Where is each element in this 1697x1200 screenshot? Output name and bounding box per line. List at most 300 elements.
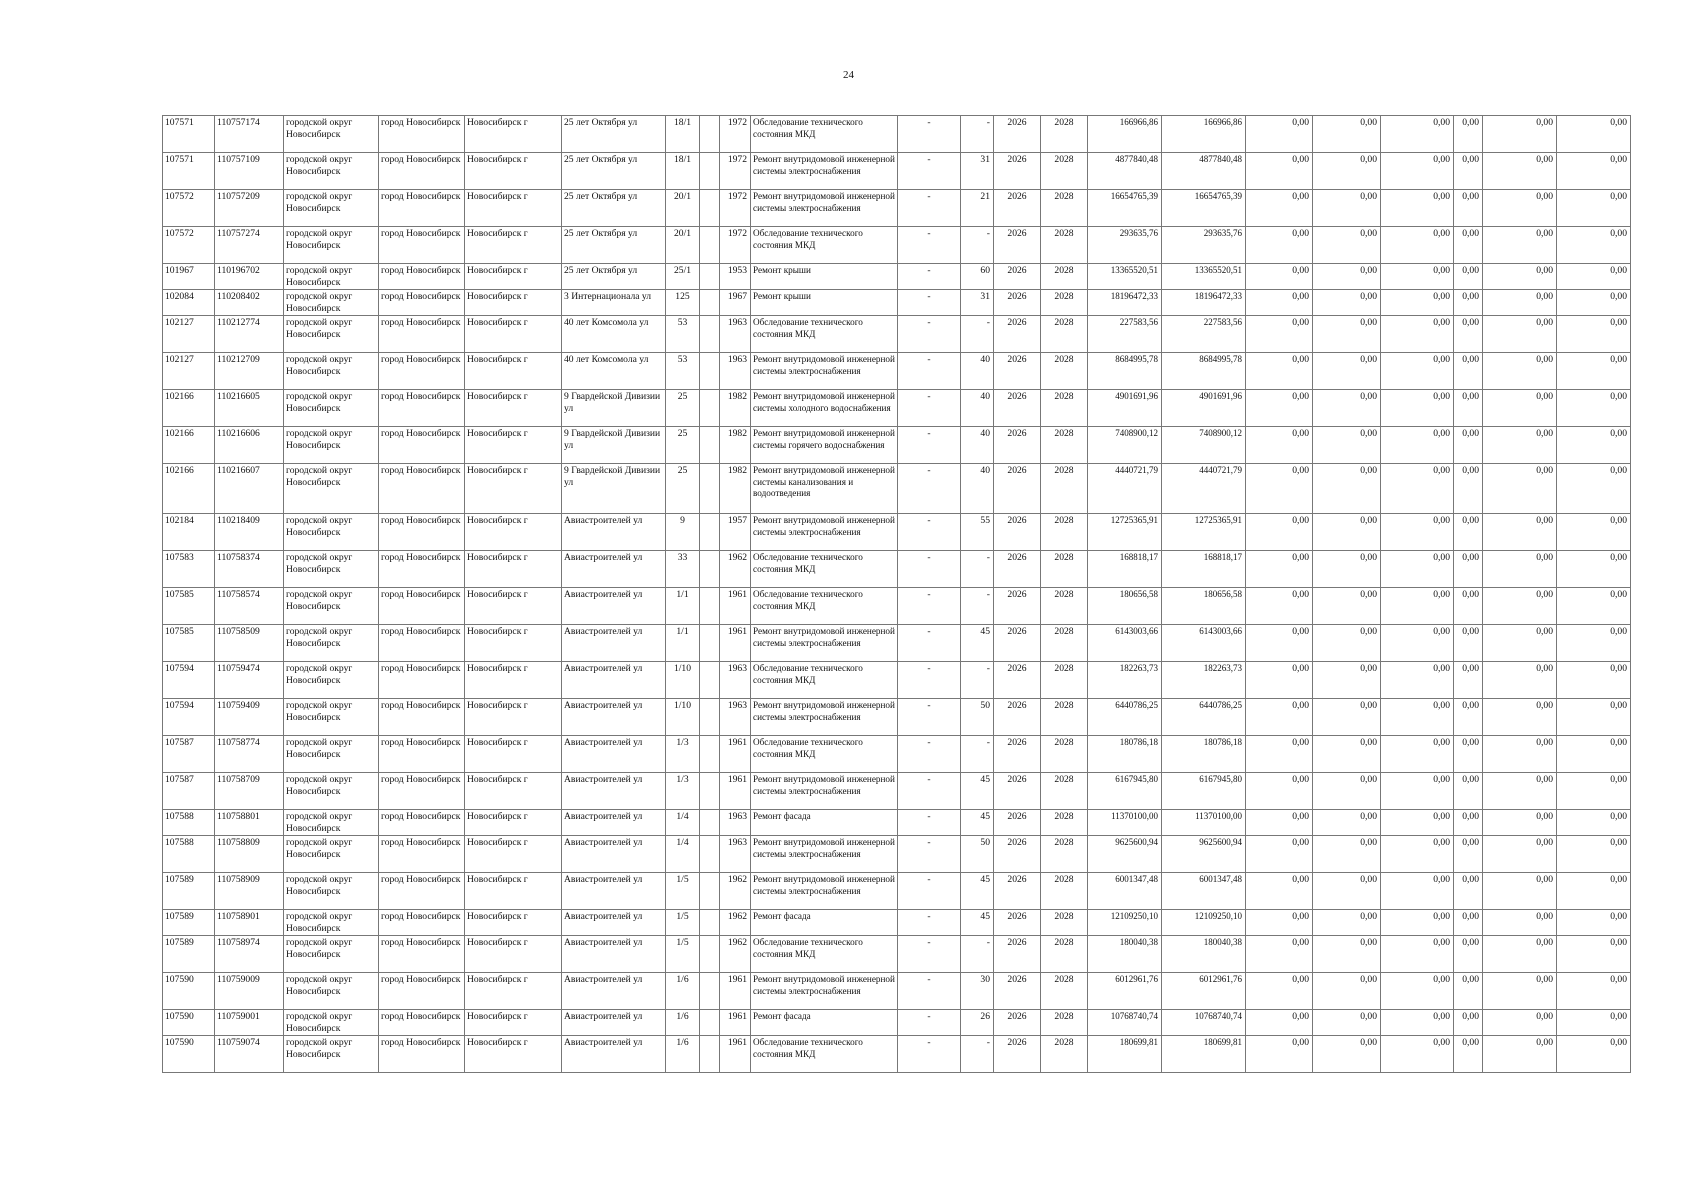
cell-fund-cost: 6167945,80 [1162, 773, 1246, 810]
cell-subsidy-federal: 0,00 [1246, 699, 1313, 736]
cell-subsidy-regional: 0,00 [1313, 773, 1381, 810]
cell-wear-percent: - [961, 116, 994, 153]
cell-extra-code: - [898, 427, 961, 464]
cell-year-built: 1963 [720, 316, 751, 353]
cell-object-id: 107590 [163, 1010, 215, 1036]
cell-subsidy-regional: 0,00 [1313, 190, 1381, 227]
cell-object-id: 102166 [163, 464, 215, 514]
cell-owners-funds: 0,00 [1454, 551, 1483, 588]
cell-locality: Новосибирск г [465, 116, 562, 153]
cell-settlement: город Новосибирск [379, 427, 465, 464]
cell-street: Авиастроителей ул [562, 736, 666, 773]
cell-owners-funds: 0,00 [1454, 190, 1483, 227]
cell-owners-funds: 0,00 [1454, 910, 1483, 936]
cell-total-cost: 16654765,39 [1088, 190, 1162, 227]
cell-work-id: 110758509 [215, 625, 284, 662]
table-row [163, 973, 1631, 1010]
cell-municipal-district: городской округ Новосибирск [284, 873, 379, 910]
cell-work-id: 110758974 [215, 936, 284, 973]
cell-year-start: 2026 [994, 625, 1041, 662]
cell-municipal-district: городской округ Новосибирск [284, 936, 379, 973]
cell-subsidy-federal: 0,00 [1246, 773, 1313, 810]
cell-year-end: 2028 [1041, 910, 1088, 936]
cell-subsidy-federal: 0,00 [1246, 153, 1313, 190]
cell-reserve-funds: 0,00 [1557, 736, 1631, 773]
cell-building [700, 836, 720, 873]
cell-locality: Новосибирск г [465, 588, 562, 625]
cell-street: Авиастроителей ул [562, 873, 666, 910]
cell-wear-percent: - [961, 551, 994, 588]
cell-total-cost: 227583,56 [1088, 316, 1162, 353]
cell-subsidy-federal: 0,00 [1246, 353, 1313, 390]
cell-reserve-funds: 0,00 [1557, 662, 1631, 699]
cell-wear-percent: 50 [961, 836, 994, 873]
cell-owners-funds: 0,00 [1454, 390, 1483, 427]
cell-settlement: город Новосибирск [379, 1036, 465, 1073]
cell-extra-code: - [898, 1036, 961, 1073]
cell-other-funds: 0,00 [1483, 699, 1557, 736]
cell-subsidy-federal: 0,00 [1246, 551, 1313, 588]
cell-settlement: город Новосибирск [379, 773, 465, 810]
cell-subsidy-federal: 0,00 [1246, 264, 1313, 290]
cell-building [700, 625, 720, 662]
cell-work-id: 110759001 [215, 1010, 284, 1036]
cell-year-built: 1953 [720, 264, 751, 290]
cell-year-built: 1972 [720, 116, 751, 153]
cell-locality: Новосибирск г [465, 464, 562, 514]
cell-locality: Новосибирск г [465, 264, 562, 290]
cell-street: 25 лет Октября ул [562, 116, 666, 153]
cell-street: 40 лет Комсомола ул [562, 316, 666, 353]
cell-subsidy-local: 0,00 [1381, 514, 1454, 551]
cell-street: 25 лет Октября ул [562, 227, 666, 264]
cell-fund-cost: 12109250,10 [1162, 910, 1246, 936]
cell-settlement: город Новосибирск [379, 810, 465, 836]
cell-municipal-district: городской округ Новосибирск [284, 290, 379, 316]
cell-work-type: Ремонт фасада [751, 810, 898, 836]
cell-extra-code: - [898, 588, 961, 625]
cell-fund-cost: 6001347,48 [1162, 873, 1246, 910]
cell-reserve-funds: 0,00 [1557, 227, 1631, 264]
cell-locality: Новосибирск г [465, 190, 562, 227]
cell-settlement: город Новосибирск [379, 1010, 465, 1036]
cell-year-start: 2026 [994, 551, 1041, 588]
cell-extra-code: - [898, 390, 961, 427]
cell-house-number: 53 [666, 353, 700, 390]
cell-work-id: 110212709 [215, 353, 284, 390]
cell-work-type: Обследование технического состояния МКД [751, 116, 898, 153]
cell-municipal-district: городской округ Новосибирск [284, 427, 379, 464]
cell-fund-cost: 12725365,91 [1162, 514, 1246, 551]
cell-work-id: 110218409 [215, 514, 284, 551]
cell-owners-funds: 0,00 [1454, 836, 1483, 873]
cell-year-built: 1962 [720, 910, 751, 936]
cell-object-id: 107588 [163, 810, 215, 836]
cell-subsidy-regional: 0,00 [1313, 873, 1381, 910]
cell-wear-percent: - [961, 227, 994, 264]
cell-subsidy-regional: 0,00 [1313, 1010, 1381, 1036]
cell-street: 25 лет Октября ул [562, 190, 666, 227]
cell-year-end: 2028 [1041, 190, 1088, 227]
cell-owners-funds: 0,00 [1454, 625, 1483, 662]
cell-house-number: 20/1 [666, 190, 700, 227]
cell-object-id: 102166 [163, 390, 215, 427]
cell-object-id: 107571 [163, 116, 215, 153]
cell-municipal-district: городской округ Новосибирск [284, 810, 379, 836]
cell-wear-percent: 21 [961, 190, 994, 227]
cell-subsidy-local: 0,00 [1381, 427, 1454, 464]
cell-house-number: 1/5 [666, 873, 700, 910]
cell-owners-funds: 0,00 [1454, 873, 1483, 910]
cell-locality: Новосибирск г [465, 973, 562, 1010]
cell-locality: Новосибирск г [465, 910, 562, 936]
cell-year-end: 2028 [1041, 936, 1088, 973]
cell-wear-percent: 45 [961, 625, 994, 662]
cell-municipal-district: городской округ Новосибирск [284, 1010, 379, 1036]
cell-other-funds: 0,00 [1483, 773, 1557, 810]
cell-year-end: 2028 [1041, 427, 1088, 464]
cell-total-cost: 12109250,10 [1088, 910, 1162, 936]
cell-year-end: 2028 [1041, 625, 1088, 662]
cell-extra-code: - [898, 699, 961, 736]
cell-municipal-district: городской округ Новосибирск [284, 514, 379, 551]
cell-street: Авиастроителей ул [562, 551, 666, 588]
cell-owners-funds: 0,00 [1454, 264, 1483, 290]
cell-other-funds: 0,00 [1483, 290, 1557, 316]
cell-object-id: 102127 [163, 353, 215, 390]
cell-object-id: 102166 [163, 427, 215, 464]
cell-subsidy-federal: 0,00 [1246, 973, 1313, 1010]
cell-subsidy-local: 0,00 [1381, 736, 1454, 773]
cell-work-id: 110757274 [215, 227, 284, 264]
cell-extra-code: - [898, 316, 961, 353]
cell-year-built: 1961 [720, 625, 751, 662]
cell-other-funds: 0,00 [1483, 1010, 1557, 1036]
cell-settlement: город Новосибирск [379, 736, 465, 773]
cell-house-number: 33 [666, 551, 700, 588]
cell-year-start: 2026 [994, 116, 1041, 153]
cell-subsidy-local: 0,00 [1381, 873, 1454, 910]
cell-wear-percent: 30 [961, 973, 994, 1010]
cell-year-end: 2028 [1041, 1010, 1088, 1036]
cell-subsidy-regional: 0,00 [1313, 464, 1381, 514]
cell-year-start: 2026 [994, 699, 1041, 736]
cell-year-start: 2026 [994, 773, 1041, 810]
capital-repair-table [162, 115, 1631, 1073]
cell-work-type: Ремонт фасада [751, 910, 898, 936]
cell-subsidy-regional: 0,00 [1313, 588, 1381, 625]
table-row [163, 736, 1631, 773]
cell-extra-code: - [898, 910, 961, 936]
cell-street: 25 лет Октября ул [562, 153, 666, 190]
cell-fund-cost: 6012961,76 [1162, 973, 1246, 1010]
cell-fund-cost: 16654765,39 [1162, 190, 1246, 227]
cell-extra-code: - [898, 936, 961, 973]
cell-year-end: 2028 [1041, 873, 1088, 910]
cell-year-built: 1967 [720, 290, 751, 316]
table-row [163, 625, 1631, 662]
cell-locality: Новосибирск г [465, 153, 562, 190]
cell-building [700, 910, 720, 936]
cell-house-number: 25 [666, 464, 700, 514]
table-row [163, 190, 1631, 227]
cell-subsidy-regional: 0,00 [1313, 353, 1381, 390]
table-row [163, 773, 1631, 810]
cell-building [700, 353, 720, 390]
cell-year-built: 1972 [720, 153, 751, 190]
cell-work-id: 110216607 [215, 464, 284, 514]
cell-year-start: 2026 [994, 936, 1041, 973]
cell-owners-funds: 0,00 [1454, 464, 1483, 514]
cell-work-type: Ремонт фасада [751, 1010, 898, 1036]
cell-house-number: 1/4 [666, 836, 700, 873]
cell-subsidy-regional: 0,00 [1313, 264, 1381, 290]
cell-other-funds: 0,00 [1483, 936, 1557, 973]
cell-wear-percent: 31 [961, 153, 994, 190]
cell-total-cost: 4901691,96 [1088, 390, 1162, 427]
cell-year-end: 2028 [1041, 153, 1088, 190]
cell-subsidy-local: 0,00 [1381, 190, 1454, 227]
cell-extra-code: - [898, 116, 961, 153]
cell-building [700, 773, 720, 810]
cell-subsidy-federal: 0,00 [1246, 873, 1313, 910]
cell-subsidy-federal: 0,00 [1246, 836, 1313, 873]
cell-subsidy-local: 0,00 [1381, 1010, 1454, 1036]
cell-year-start: 2026 [994, 873, 1041, 910]
cell-total-cost: 180699,81 [1088, 1036, 1162, 1073]
cell-year-built: 1962 [720, 551, 751, 588]
cell-locality: Новосибирск г [465, 810, 562, 836]
cell-object-id: 107587 [163, 736, 215, 773]
cell-settlement: город Новосибирск [379, 264, 465, 290]
cell-total-cost: 180786,18 [1088, 736, 1162, 773]
cell-other-funds: 0,00 [1483, 427, 1557, 464]
cell-work-type: Ремонт внутридомовой инженерной системы электроснабжения [751, 773, 898, 810]
cell-subsidy-regional: 0,00 [1313, 625, 1381, 662]
cell-building [700, 464, 720, 514]
cell-subsidy-federal: 0,00 [1246, 427, 1313, 464]
cell-house-number: 1/1 [666, 625, 700, 662]
cell-municipal-district: городской округ Новосибирск [284, 699, 379, 736]
cell-other-funds: 0,00 [1483, 810, 1557, 836]
cell-reserve-funds: 0,00 [1557, 625, 1631, 662]
cell-fund-cost: 4901691,96 [1162, 390, 1246, 427]
table-row [163, 699, 1631, 736]
cell-work-type: Обследование технического состояния МКД [751, 551, 898, 588]
cell-year-built: 1972 [720, 190, 751, 227]
cell-work-type: Обследование технического состояния МКД [751, 1036, 898, 1073]
cell-municipal-district: городской округ Новосибирск [284, 227, 379, 264]
cell-work-type: Ремонт внутридомовой инженерной системы электроснабжения [751, 836, 898, 873]
cell-year-built: 1957 [720, 514, 751, 551]
cell-building [700, 1036, 720, 1073]
cell-street: 25 лет Октября ул [562, 264, 666, 290]
table-row [163, 153, 1631, 190]
cell-year-end: 2028 [1041, 390, 1088, 427]
cell-other-funds: 0,00 [1483, 625, 1557, 662]
cell-year-end: 2028 [1041, 514, 1088, 551]
cell-object-id: 101967 [163, 264, 215, 290]
cell-year-start: 2026 [994, 1010, 1041, 1036]
table-row [163, 227, 1631, 264]
cell-subsidy-regional: 0,00 [1313, 662, 1381, 699]
cell-street: Авиастроителей ул [562, 836, 666, 873]
cell-owners-funds: 0,00 [1454, 736, 1483, 773]
cell-subsidy-local: 0,00 [1381, 773, 1454, 810]
cell-street: Авиастроителей ул [562, 699, 666, 736]
cell-building [700, 699, 720, 736]
cell-work-id: 110758709 [215, 773, 284, 810]
cell-street: Авиастроителей ул [562, 588, 666, 625]
cell-building [700, 551, 720, 588]
cell-year-start: 2026 [994, 227, 1041, 264]
cell-municipal-district: городской округ Новосибирск [284, 836, 379, 873]
cell-total-cost: 6001347,48 [1088, 873, 1162, 910]
cell-year-end: 2028 [1041, 773, 1088, 810]
cell-work-type: Обследование технического состояния МКД [751, 316, 898, 353]
cell-reserve-funds: 0,00 [1557, 873, 1631, 910]
cell-year-built: 1962 [720, 873, 751, 910]
cell-subsidy-local: 0,00 [1381, 699, 1454, 736]
cell-total-cost: 180040,38 [1088, 936, 1162, 973]
cell-year-start: 2026 [994, 910, 1041, 936]
cell-subsidy-local: 0,00 [1381, 936, 1454, 973]
cell-house-number: 18/1 [666, 116, 700, 153]
cell-locality: Новосибирск г [465, 390, 562, 427]
cell-street: Авиастроителей ул [562, 973, 666, 1010]
cell-reserve-funds: 0,00 [1557, 836, 1631, 873]
cell-subsidy-federal: 0,00 [1246, 662, 1313, 699]
cell-year-built: 1982 [720, 390, 751, 427]
cell-year-end: 2028 [1041, 316, 1088, 353]
cell-subsidy-regional: 0,00 [1313, 699, 1381, 736]
cell-other-funds: 0,00 [1483, 190, 1557, 227]
cell-extra-code: - [898, 625, 961, 662]
cell-reserve-funds: 0,00 [1557, 810, 1631, 836]
cell-subsidy-federal: 0,00 [1246, 227, 1313, 264]
cell-work-type: Ремонт внутридомовой инженерной системы электроснабжения [751, 190, 898, 227]
cell-extra-code: - [898, 551, 961, 588]
cell-other-funds: 0,00 [1483, 353, 1557, 390]
cell-reserve-funds: 0,00 [1557, 290, 1631, 316]
cell-wear-percent: 40 [961, 464, 994, 514]
cell-building [700, 662, 720, 699]
cell-reserve-funds: 0,00 [1557, 699, 1631, 736]
cell-other-funds: 0,00 [1483, 736, 1557, 773]
cell-settlement: город Новосибирск [379, 936, 465, 973]
cell-extra-code: - [898, 227, 961, 264]
cell-street: Авиастроителей ул [562, 514, 666, 551]
cell-object-id: 102184 [163, 514, 215, 551]
cell-building [700, 290, 720, 316]
cell-locality: Новосибирск г [465, 551, 562, 588]
cell-reserve-funds: 0,00 [1557, 773, 1631, 810]
cell-work-type: Обследование технического состояния МКД [751, 662, 898, 699]
cell-subsidy-local: 0,00 [1381, 625, 1454, 662]
table-row [163, 1010, 1631, 1036]
table-row [163, 873, 1631, 910]
cell-subsidy-local: 0,00 [1381, 353, 1454, 390]
cell-object-id: 107590 [163, 1036, 215, 1073]
cell-reserve-funds: 0,00 [1557, 973, 1631, 1010]
cell-extra-code: - [898, 736, 961, 773]
cell-work-type: Ремонт внутридомовой инженерной системы электроснабжения [751, 153, 898, 190]
cell-house-number: 1/3 [666, 773, 700, 810]
cell-extra-code: - [898, 514, 961, 551]
cell-house-number: 9 [666, 514, 700, 551]
cell-year-end: 2028 [1041, 353, 1088, 390]
cell-total-cost: 18196472,33 [1088, 290, 1162, 316]
cell-settlement: город Новосибирск [379, 390, 465, 427]
cell-fund-cost: 180040,38 [1162, 936, 1246, 973]
table-row [163, 316, 1631, 353]
table-row [163, 427, 1631, 464]
cell-building [700, 936, 720, 973]
cell-work-id: 110758574 [215, 588, 284, 625]
cell-work-id: 110758774 [215, 736, 284, 773]
cell-municipal-district: городской округ Новосибирск [284, 662, 379, 699]
cell-extra-code: - [898, 190, 961, 227]
cell-wear-percent: 31 [961, 290, 994, 316]
cell-owners-funds: 0,00 [1454, 1036, 1483, 1073]
cell-other-funds: 0,00 [1483, 588, 1557, 625]
cell-year-start: 2026 [994, 464, 1041, 514]
cell-wear-percent: 40 [961, 353, 994, 390]
cell-subsidy-federal: 0,00 [1246, 936, 1313, 973]
cell-extra-code: - [898, 836, 961, 873]
cell-building [700, 153, 720, 190]
cell-settlement: город Новосибирск [379, 836, 465, 873]
cell-subsidy-local: 0,00 [1381, 810, 1454, 836]
cell-extra-code: - [898, 1010, 961, 1036]
cell-fund-cost: 6143003,66 [1162, 625, 1246, 662]
cell-work-id: 110759409 [215, 699, 284, 736]
table-row [163, 662, 1631, 699]
cell-settlement: город Новосибирск [379, 973, 465, 1010]
cell-owners-funds: 0,00 [1454, 973, 1483, 1010]
cell-settlement: город Новосибирск [379, 699, 465, 736]
table-row [163, 353, 1631, 390]
cell-reserve-funds: 0,00 [1557, 1010, 1631, 1036]
cell-work-type: Ремонт внутридомовой инженерной системы канализования и водоотведения [751, 464, 898, 514]
cell-locality: Новосибирск г [465, 353, 562, 390]
cell-owners-funds: 0,00 [1454, 588, 1483, 625]
table-row [163, 390, 1631, 427]
cell-year-built: 1963 [720, 662, 751, 699]
cell-year-start: 2026 [994, 973, 1041, 1010]
cell-subsidy-local: 0,00 [1381, 316, 1454, 353]
cell-building [700, 116, 720, 153]
cell-year-built: 1961 [720, 736, 751, 773]
cell-settlement: город Новосибирск [379, 316, 465, 353]
cell-total-cost: 7408900,12 [1088, 427, 1162, 464]
cell-house-number: 1/6 [666, 1010, 700, 1036]
cell-work-id: 110758901 [215, 910, 284, 936]
cell-wear-percent: 50 [961, 699, 994, 736]
cell-work-id: 110757109 [215, 153, 284, 190]
table-row [163, 464, 1631, 514]
cell-house-number: 1/6 [666, 973, 700, 1010]
cell-locality: Новосибирск г [465, 873, 562, 910]
cell-object-id: 107583 [163, 551, 215, 588]
cell-subsidy-local: 0,00 [1381, 390, 1454, 427]
cell-settlement: город Новосибирск [379, 625, 465, 662]
cell-wear-percent: 40 [961, 427, 994, 464]
cell-reserve-funds: 0,00 [1557, 1036, 1631, 1073]
cell-subsidy-local: 0,00 [1381, 227, 1454, 264]
cell-work-type: Обследование технического состояния МКД [751, 588, 898, 625]
cell-total-cost: 6167945,80 [1088, 773, 1162, 810]
